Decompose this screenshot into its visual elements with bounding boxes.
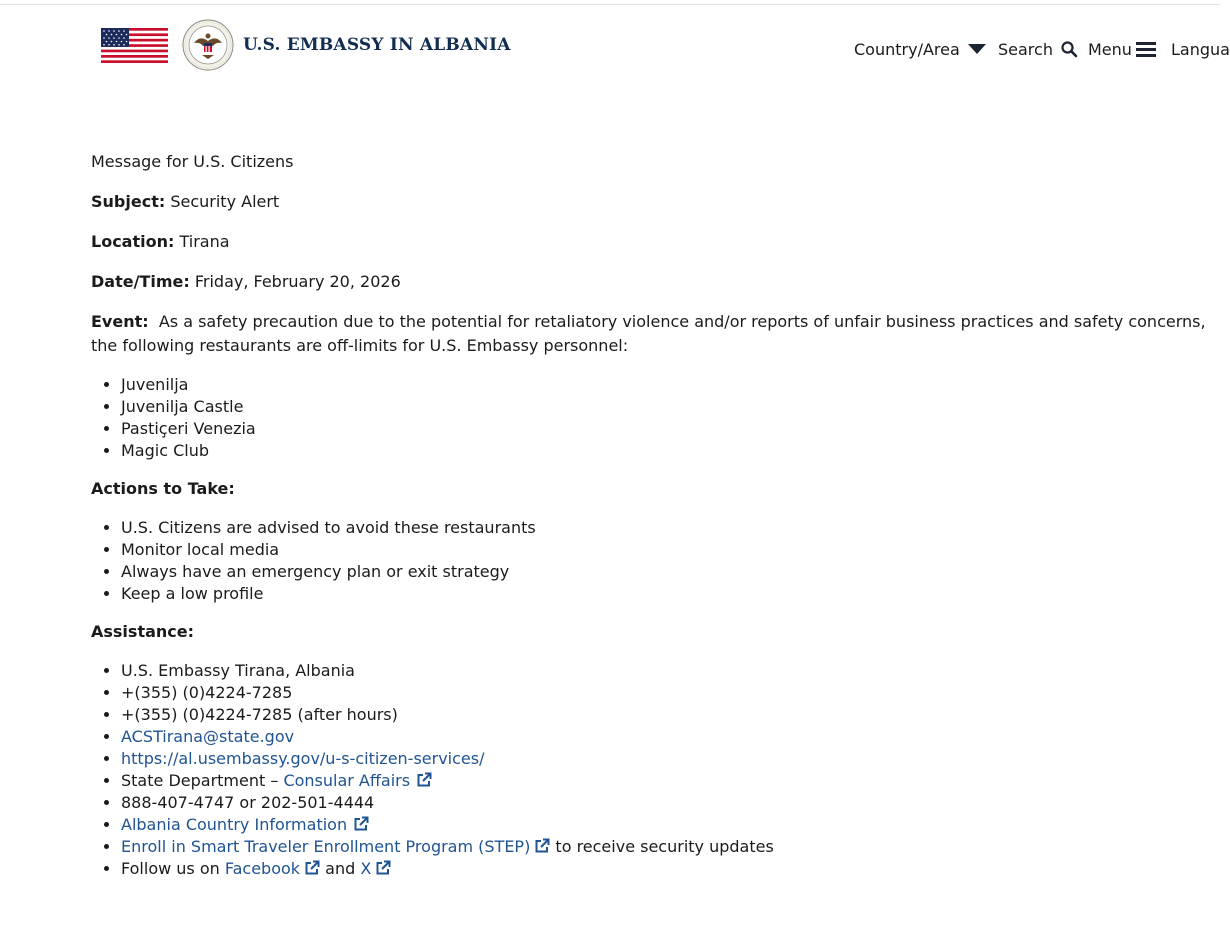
list-item: • Always have an emergency plan or exit strategy [121, 561, 1220, 583]
site-title[interactable]: U.S. EMBASSY IN ALBANIA [243, 35, 511, 55]
location-line [91, 230, 1220, 254]
list-item: • Monitor local media [121, 539, 1220, 561]
menu-label: Menu [1088, 39, 1132, 59]
caret-down-icon [968, 44, 986, 54]
list-item [121, 858, 1220, 880]
event-label: Event: [91, 312, 149, 331]
email-link[interactable]: ACSTirana@state.gov [121, 727, 295, 746]
consular-affairs-link[interactable] [283, 771, 432, 790]
list-item [121, 748, 1220, 770]
step-link[interactable] [121, 837, 550, 856]
step-label: Enroll in Smart Traveler Enrollment Program (STEP) [121, 837, 531, 856]
list-item: • Juvenilja [121, 374, 1220, 396]
hamburger-icon [1136, 41, 1156, 57]
x-label: X [360, 859, 372, 878]
external-link-icon [304, 860, 320, 876]
citizen-services-link[interactable]: https://al.usembassy.gov/u-s-citizen-services/ [121, 749, 485, 768]
top-border [0, 4, 1220, 5]
event-text: As a safety precaution due to the potential for retaliatory violence and/or reports of unfair business practices and safety concerns, the following restaurants are off-limits for U.S. Embassy personnel: [91, 312, 1206, 355]
country-area-label: Country/Area [854, 39, 960, 59]
intro-text: Message for U.S. Citizens [91, 152, 294, 171]
list-item: • Pastiçeri Venezia [121, 418, 1220, 440]
list-item: • +(355) (0)4224-7285 (after hours) [121, 704, 1220, 726]
list-item [121, 836, 1220, 858]
article-body [91, 150, 1220, 895]
country-info-label: Albania Country Information [121, 815, 348, 834]
country-info-link[interactable] [121, 815, 369, 834]
external-link-icon [416, 772, 432, 788]
datetime-line [91, 270, 1220, 294]
list-item: • Juvenilja Castle [121, 396, 1220, 418]
follow-text: Follow us on [121, 859, 225, 878]
search-label: Search [998, 39, 1053, 59]
actions-list [91, 517, 1220, 605]
list-item: • +(355) (0)4224-7285 [121, 682, 1220, 704]
list-item: • Keep a low profile [121, 583, 1220, 605]
external-link-icon [353, 816, 369, 832]
assistance-label: Assistance: [91, 622, 195, 641]
us-flag-icon[interactable] [101, 28, 168, 63]
languages-label: Langua [1171, 39, 1230, 59]
search-button[interactable] [998, 38, 1077, 60]
external-link-icon [534, 838, 550, 854]
actions-heading [91, 477, 1220, 501]
consular-affairs-label: Consular Affairs [283, 771, 411, 790]
menu-button[interactable] [1088, 38, 1156, 60]
list-item: • Magic Club [121, 440, 1220, 462]
location-value: Tirana [179, 232, 230, 251]
x-link[interactable] [360, 859, 391, 878]
actions-label: Actions to Take: [91, 479, 235, 498]
subject-line [91, 190, 1220, 214]
assistance-heading [91, 620, 1220, 644]
state-dept-text: State Department – [121, 771, 284, 790]
datetime-value: Friday, February 20, 2026 [194, 272, 401, 291]
step-suffix: to receive security updates [550, 837, 774, 856]
restaurant-list [91, 374, 1220, 462]
list-item: • 888-407-4747 or 202-501-4444 [121, 792, 1220, 814]
languages-menu[interactable] [1171, 38, 1230, 60]
country-area-menu[interactable] [854, 38, 986, 60]
search-icon [1061, 41, 1077, 57]
list-item [121, 770, 1220, 792]
list-item [121, 814, 1220, 836]
assistance-list [91, 660, 1220, 880]
subject-value: Security Alert [170, 192, 280, 211]
external-link-icon [375, 860, 391, 876]
location-label: Location: [91, 232, 175, 251]
facebook-label: Facebook [224, 859, 301, 878]
list-item: • U.S. Citizens are advised to avoid these restaurants [121, 517, 1220, 539]
event-paragraph [91, 310, 1220, 358]
list-item [121, 726, 1220, 748]
embassy-seal-icon[interactable] [182, 19, 234, 71]
subject-label: Subject: [91, 192, 166, 211]
list-item: • U.S. Embassy Tirana, Albania [121, 660, 1220, 682]
datetime-label: Date/Time: [91, 272, 190, 291]
facebook-link[interactable] [225, 859, 320, 878]
and-text: and [320, 859, 361, 878]
